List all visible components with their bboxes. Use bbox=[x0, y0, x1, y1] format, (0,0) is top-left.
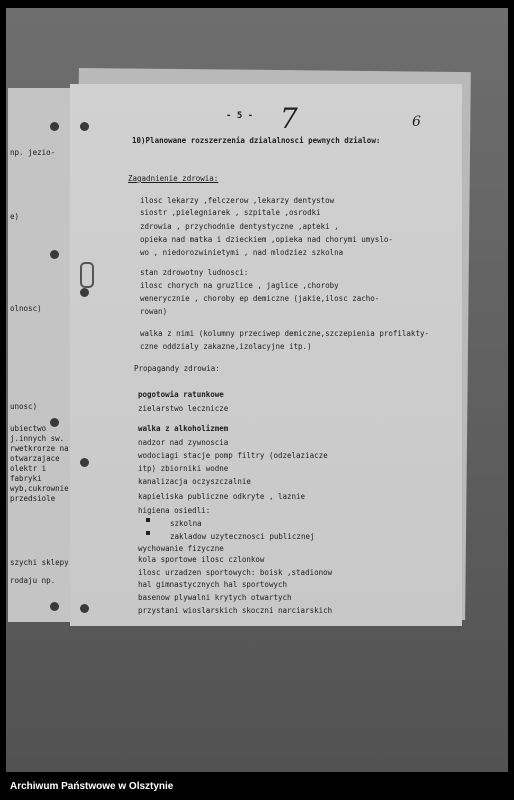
text-line: zielarstwo lecznicze bbox=[138, 404, 229, 413]
left-line: np. jezio- bbox=[10, 148, 56, 157]
left-line: przedsiole bbox=[10, 494, 56, 503]
text-line: kola sportowe ilosc czlonkow bbox=[138, 555, 265, 564]
left-line: wyb,cukrownie bbox=[10, 484, 69, 493]
text-line: szkolna bbox=[170, 519, 202, 528]
left-line: fabryki bbox=[10, 474, 42, 483]
document-page bbox=[70, 84, 462, 626]
punch-hole bbox=[80, 604, 89, 613]
left-line: olektr i bbox=[10, 464, 47, 473]
punch-hole bbox=[80, 122, 89, 131]
left-line: szychi sklepy bbox=[10, 558, 69, 567]
subheading: higiena osiedli: bbox=[138, 506, 211, 515]
punch-hole bbox=[50, 122, 59, 131]
text-line: wodociagi stacje pomp filtry (odzelaziacze bbox=[138, 451, 328, 460]
archive-name: Archiwum Państwowe w Olsztynie bbox=[10, 781, 174, 792]
text-line: kapieliska publiczne odkryte , laznie bbox=[138, 492, 306, 501]
text-line: walka z alkoholizmem bbox=[138, 424, 229, 433]
text-line: siostr ,pielegniarek , szpitale ,osrodki bbox=[140, 208, 321, 217]
bullet bbox=[146, 531, 150, 535]
punch-hole bbox=[80, 458, 89, 467]
text-line: ilosc chorych na gruzlice , jaglice ,choroby bbox=[140, 281, 339, 290]
section-heading: 10)Planowane rozszerzenia dzialalnosci pewnych dzialow: bbox=[132, 136, 381, 145]
paper-clip bbox=[80, 262, 94, 288]
left-line: olnosc) bbox=[10, 304, 42, 313]
text-line: wychowanie fizyczne bbox=[138, 544, 224, 553]
subheading: stan zdrowotny ludnosci: bbox=[140, 268, 249, 277]
punch-hole bbox=[50, 418, 59, 427]
subheading: Zagadnienie zdrowia: bbox=[128, 174, 219, 183]
handwritten-number: 7 bbox=[280, 102, 298, 135]
text-line: wo , niedorozwinietymi , nad mlodziez szkolna bbox=[140, 248, 344, 257]
left-line: j.innych sw. bbox=[10, 434, 65, 443]
text-line: zakladow uzytecznosci publicznej bbox=[170, 532, 315, 541]
left-page-fragment bbox=[8, 88, 73, 622]
left-line: rodaju np. bbox=[10, 576, 56, 585]
left-line: unosc) bbox=[10, 402, 38, 411]
punch-hole bbox=[50, 250, 59, 259]
text-line: basenow plywalni krytych otwartych bbox=[138, 593, 292, 602]
punch-hole bbox=[80, 288, 89, 297]
left-line: otwarzajace bbox=[10, 454, 60, 463]
left-line: ubiectwo bbox=[10, 424, 47, 433]
punch-hole bbox=[50, 602, 59, 611]
text-line: pogotowia ratunkowe bbox=[138, 390, 224, 399]
handwritten-corner-number: 6 bbox=[412, 114, 421, 130]
text-line: kanalizacja oczyszczalnie bbox=[138, 477, 251, 486]
text-line: czne oddzialy zakazne,izolacyjne itp.) bbox=[140, 342, 312, 351]
archive-footer bbox=[0, 772, 514, 800]
text-line: ilosc urzadzen sportowych: boisk ,stadionow bbox=[138, 568, 333, 577]
text-line: hal gimnastycznych hal sportowych bbox=[138, 580, 288, 589]
text-line: rowan) bbox=[140, 307, 168, 316]
text-line: ilosc lekarzy ,felczerow ,lekarzy dentystow bbox=[140, 196, 335, 205]
text-line: walka z nimi (kolumny przeciwep demiczne,szczepienia profilakty- bbox=[140, 329, 429, 338]
text-line: wenerycznie , choroby ep demiczne (jakie,ilosc zacho- bbox=[140, 294, 380, 303]
left-line: e) bbox=[10, 212, 20, 221]
text-line: zdrowia , przychodnie dentystyczne ,apteki , bbox=[140, 222, 339, 231]
subheading: Propagandy zdrowia: bbox=[134, 364, 220, 373]
text-line: itp) zbiorniki wodne bbox=[138, 464, 229, 473]
text-line: nadzor nad zywnoscia bbox=[138, 438, 229, 447]
page-number: - 5 - bbox=[226, 111, 254, 121]
left-line: rwetkrorze na bbox=[10, 444, 69, 453]
text-line: przystani wioslarskich skoczni narciarskich bbox=[138, 606, 333, 615]
bullet bbox=[146, 518, 150, 522]
text-line: opieka nad matka i dzieckiem ,opieka nad chorymi umyslo- bbox=[140, 235, 393, 244]
